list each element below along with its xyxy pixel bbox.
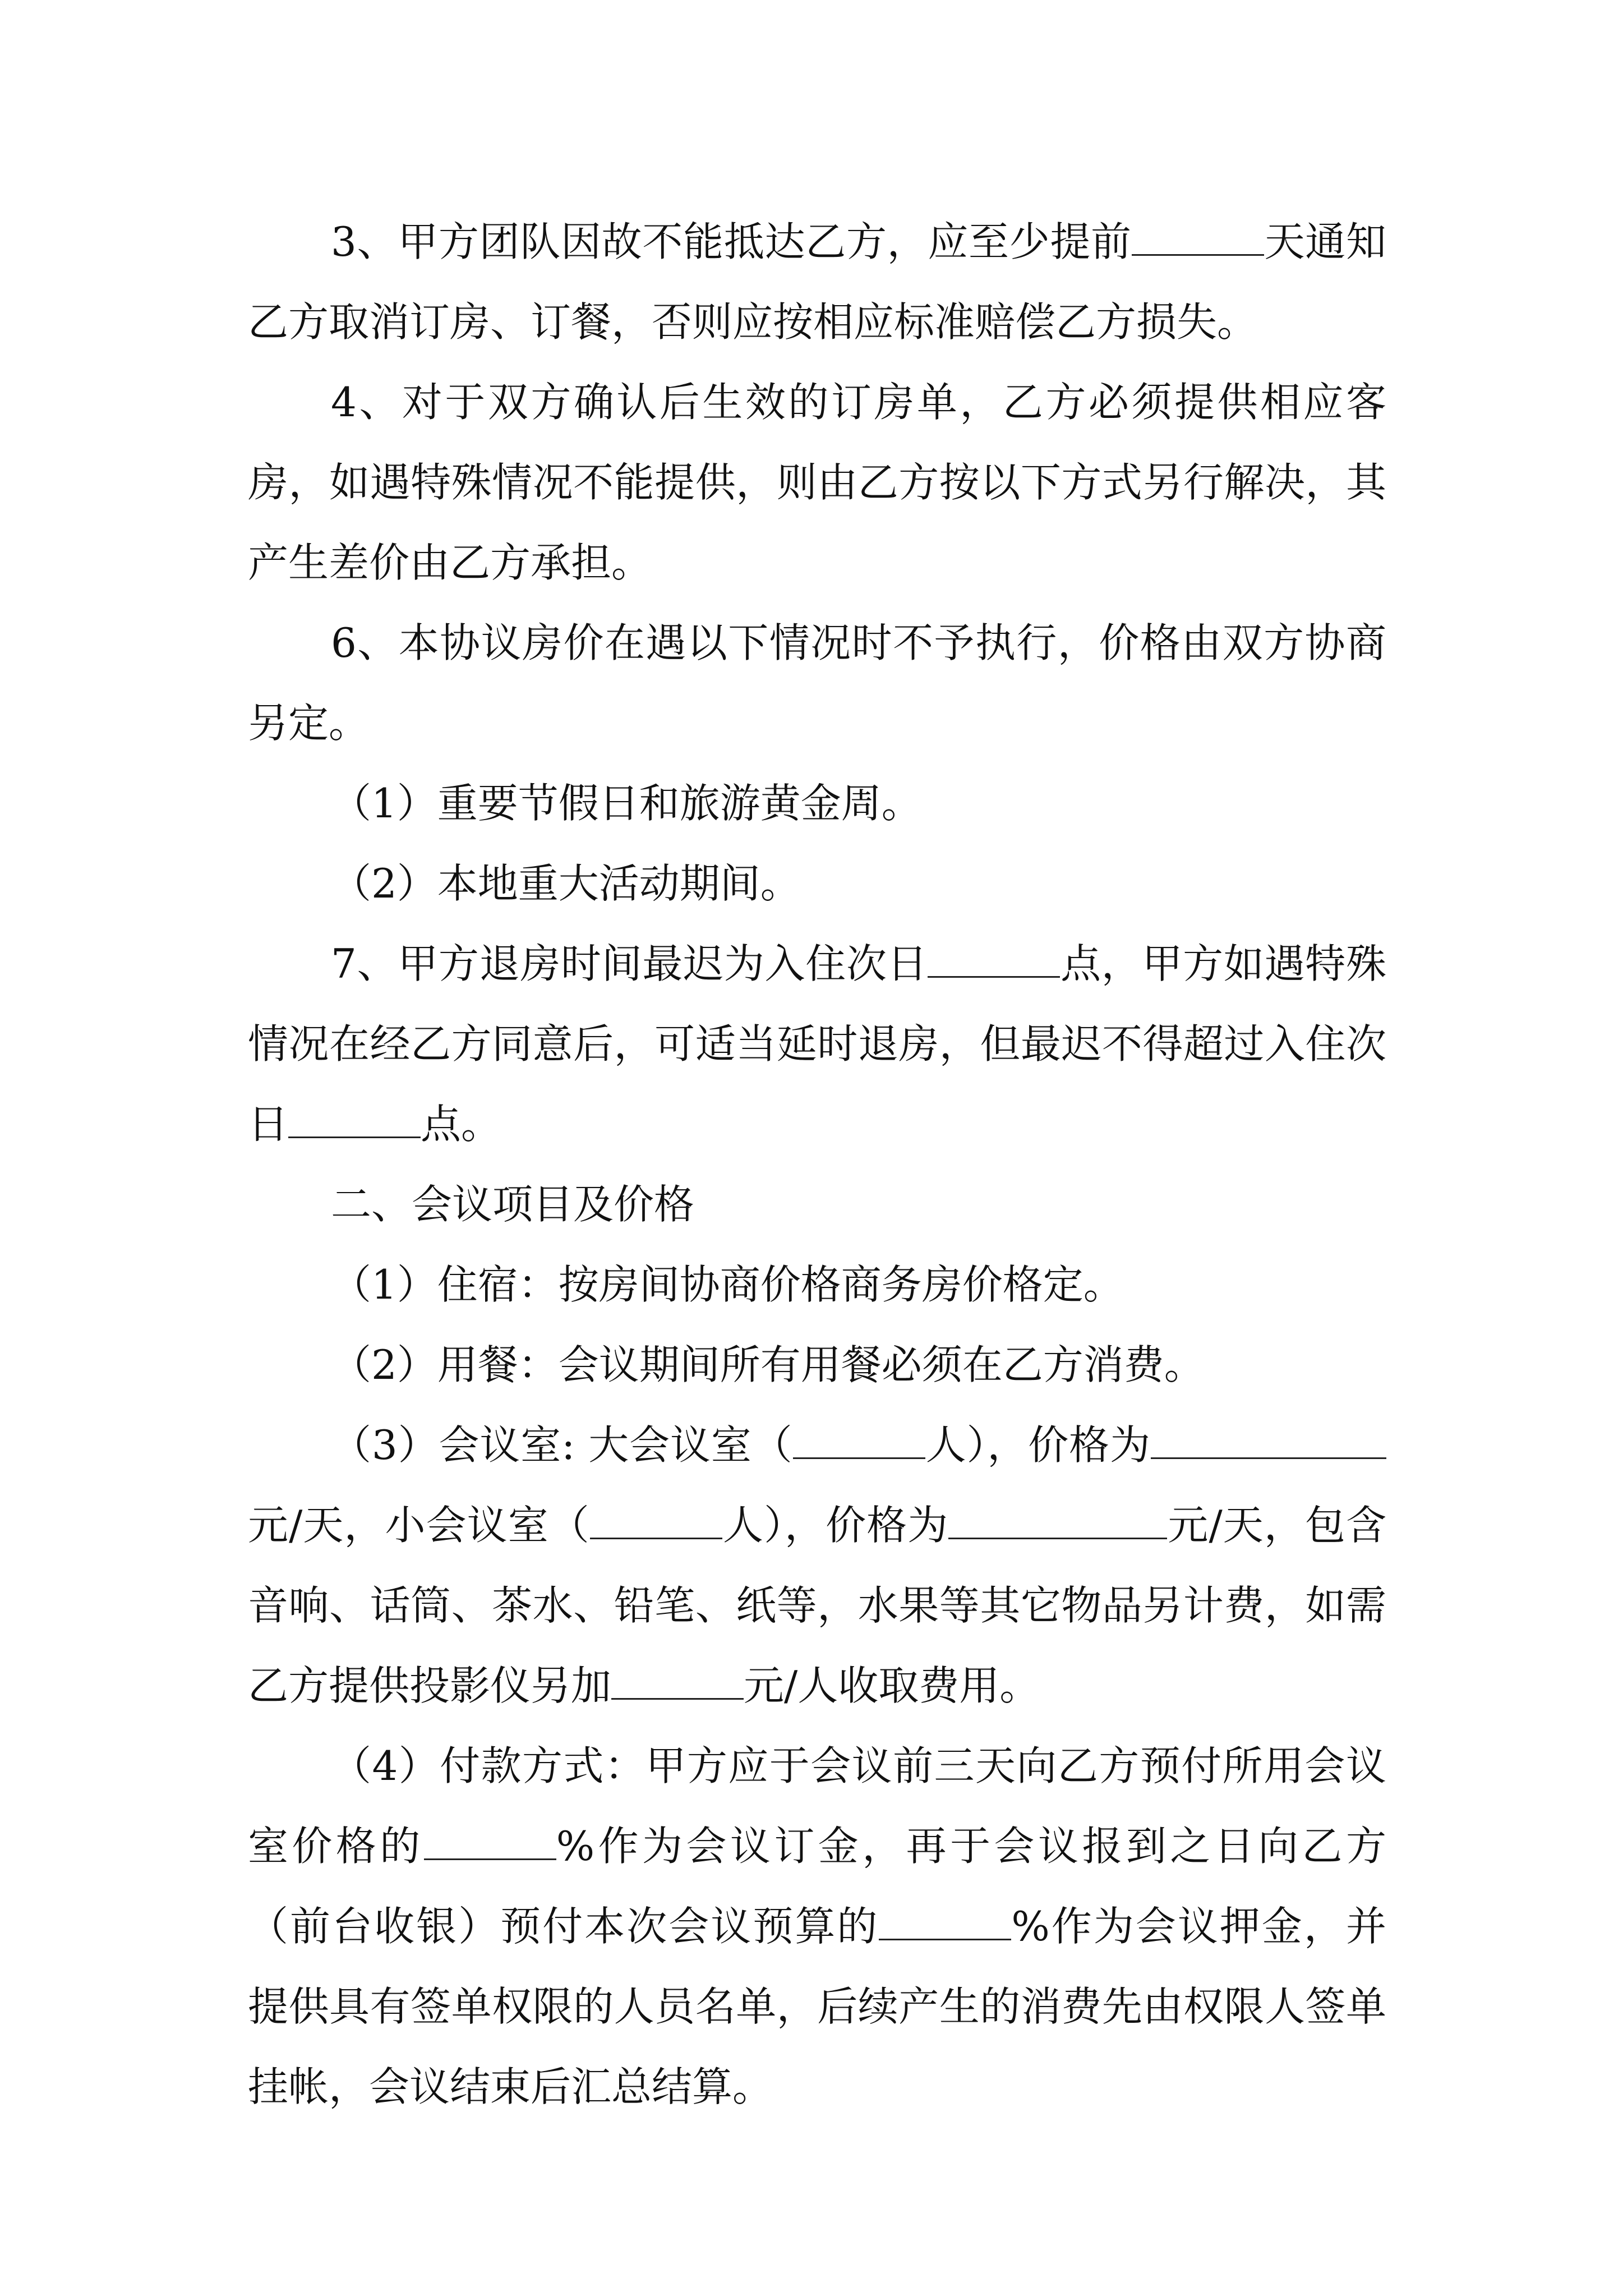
blank-guarantee-percent — [879, 1905, 1011, 1940]
contract-text — [248, 202, 1386, 2127]
meeting-item-4-text-b: %作为会议订金，再于会议报到之日向乙方（前台收银）预付本次会议预算的 — [248, 1823, 1386, 1950]
clause-6-item-1: （1）重要节假日和旅游黄金周。 — [331, 780, 922, 827]
blank-large-room-price — [1151, 1424, 1386, 1459]
section-2-heading: 二、会议项目及价格 — [331, 1181, 695, 1228]
meeting-item-4 — [248, 1726, 1386, 2127]
blank-checkout-hour — [928, 942, 1060, 978]
clause-4: 4、对于双方确认后生效的订房单，乙方必须提供相应客房，如遇特殊情况不能提供，则由乙方按以下方式另行解决，其产生差价由乙方承担。 — [248, 379, 1386, 586]
clause-7-text-a: 7、甲方退房时间最迟为入住次日 — [331, 940, 928, 987]
clause-7 — [248, 924, 1386, 1165]
meeting-item-1: （1）住宿：按房间协商价格商务房价格定。 — [331, 1261, 1124, 1308]
meeting-item-3-text-c: 元/天，小会议室（ — [248, 1502, 590, 1549]
clause-3-text-a: 3、甲方团队因故不能抵达乙方，应至少提前 — [331, 218, 1132, 265]
blank-small-room-price — [948, 1504, 1167, 1539]
clause-6: 6、本协议房价在遇以下情况时不予执行，价格由双方协商另定。 — [248, 619, 1386, 747]
meeting-item-3-text-d: 人），价格为 — [722, 1502, 949, 1549]
meeting-item-3-text-b: 人），价格为 — [925, 1421, 1151, 1469]
meeting-item-3-text-a: （3）会议室: 大会议室（ — [331, 1421, 793, 1469]
clause-7-text-b: 点，甲方如遇特殊情况在经乙方同意后，可适当延时退房，但最迟不得超过入住次日 — [248, 940, 1386, 1148]
meeting-item-4-text-a: （4）付款方式：甲方应于会议前三天向乙方预付所用会议室价格的 — [248, 1742, 1386, 1870]
blank-large-room-capacity — [793, 1424, 925, 1459]
blank-deposit-percent — [424, 1825, 556, 1860]
blank-latest-checkout-hour — [288, 1103, 421, 1138]
meeting-item-3 — [248, 1405, 1386, 1726]
meeting-item-3-text-f: 元/人收取费用。 — [744, 1662, 1040, 1709]
clause-7-text-c: 点。 — [421, 1101, 502, 1148]
clause-3 — [248, 202, 1386, 362]
blank-small-room-capacity — [590, 1504, 722, 1539]
clause-6-item-2: （2）本地重大活动期间。 — [331, 860, 801, 907]
meeting-item-4-text-c: %作为会议押金，并提供具有签单权限的人员名单，后续产生的消费先由权限人签单挂帐，会议结束后汇总结算。 — [248, 1903, 1386, 2110]
blank-notice-days — [1132, 220, 1264, 256]
clause-3-text-b: 天通知乙方取消订房、订餐，否则应按相应标准赔偿乙方损失。 — [248, 218, 1386, 346]
meeting-item-2: （2）用餐：会议期间所有用餐必须在乙方消费。 — [331, 1341, 1205, 1388]
blank-projector-fee — [611, 1664, 744, 1700]
meeting-item-3-text-e: 元/天，包含音响、话筒、茶水、铅笔、纸等，水果等其它物品另计费，如需乙方提供投影仪另加 — [248, 1502, 1386, 1709]
